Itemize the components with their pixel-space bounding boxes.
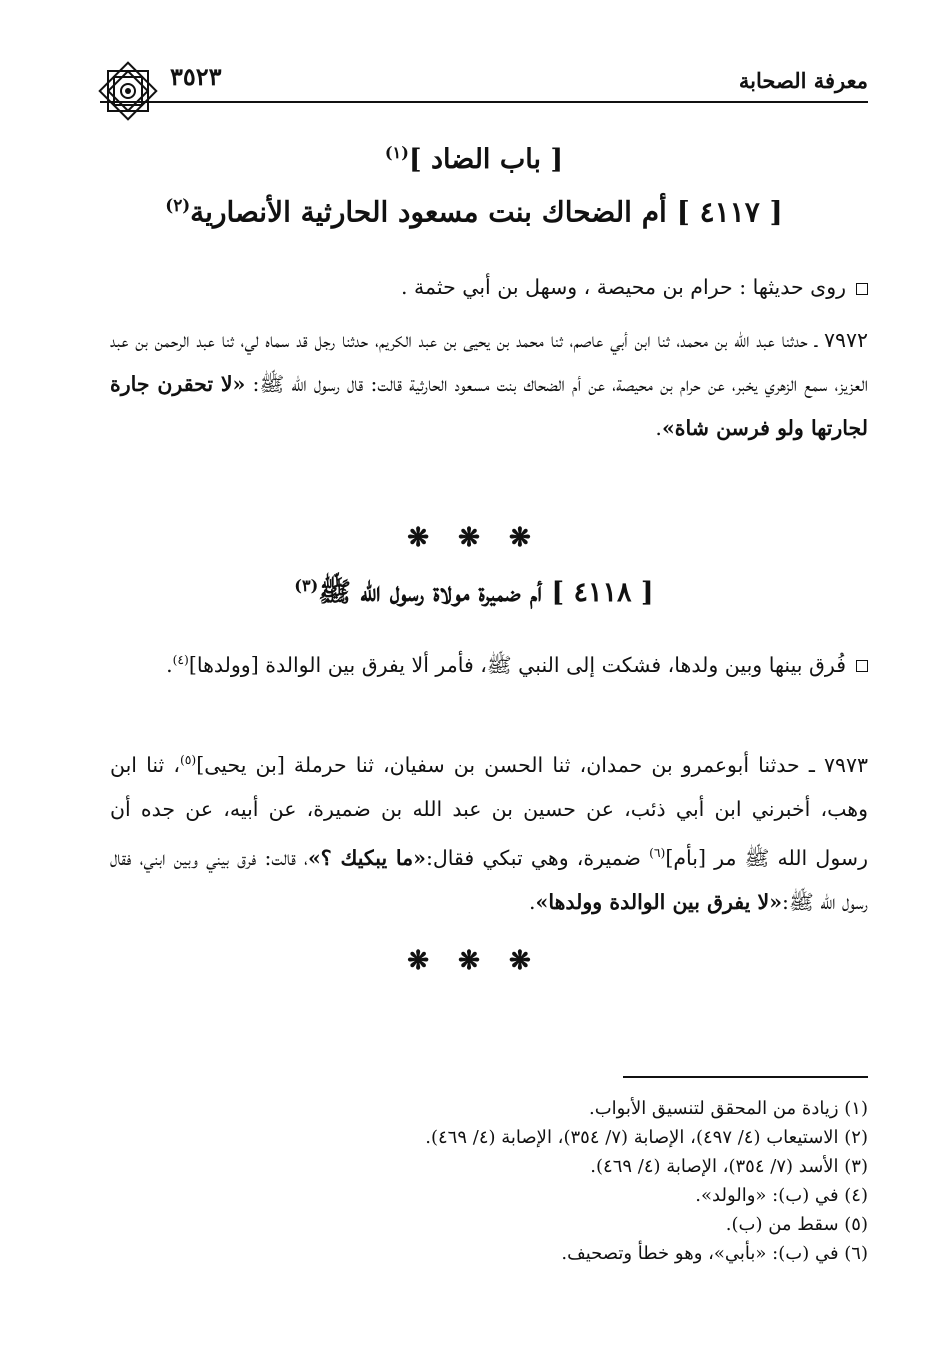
hadith-7973: ٧٩٧٣ ـ حدثنا أبوعمرو بن حمدان، ثنا الحسن بن سفيان، ثنا حرملة [بن يحيى]$^{(٥)}$، ثنا ابن وهب، أخبرني ابن أبي ذئب، عن حسين بن عبد الله بن ضميرة، عن أبيه، عن جده أن رسول الله ﷺ مر [بأم]$^{(٦)}$ ضميرة، وهي تبكي فقال:«ما يبكيك ؟»، قالت: فرق بيني وبين ابني، فقال رسول الله ﷺ:«لا يفرق بين الوالدة وولدها».: [110, 752, 868, 914]
hadith-7972: ٧٩٧٢ ـ حدثنا عبد الله بن محمد، ثنا ابن أبي عاصم، ثنا محمد بن يحيى بن عبد الكريم، حدثنا رجل قد سماه لي، ثنا عبد الرحمن بن عبد العزيز، سمع الزهري يخبر، عن حرام بن محيصة، عن أم الضحاك بنت مسعود الحارثية قالت: قال رسول الله ﷺ: «لا تحقرن جارة لجارتها ولو فرسن شاة».: [110, 328, 868, 440]
entry-4117-intro: روى حديثها : حرام بن محيصة ، وسهل بن أبي حثمة .: [110, 265, 868, 309]
section-separator: ❋ ❋ ❋: [407, 946, 541, 976]
footnotes: [110, 1094, 868, 1268]
footnote-item: (٤) في (ب): «والولد».: [695, 1185, 868, 1206]
running-header-title: معرفة الصحابة: [738, 68, 868, 93]
chapter-title: [ باب الضاد ]$^{(١)}$: [384, 143, 564, 175]
footnote-rule: [623, 1076, 868, 1078]
header-rule: [100, 101, 868, 103]
footnote-item: (٥) سقط من (ب).: [725, 1214, 868, 1235]
footnote-item: (٢) الاستيعاب (٤/ ٤٩٧)، الإصابة (٧/ ٣٥٤)، الإصابة (٤/ ٤٦٩).: [425, 1127, 868, 1148]
footnote-item: (٦) في (ب): «بأبي»، وهو خطأ وتصحيف.: [561, 1243, 868, 1264]
footnote-item: (١) زيادة من المحقق لتنسيق الأبواب.: [588, 1098, 868, 1119]
page-number: ٣٥٢٣: [170, 62, 222, 91]
square-bullet-icon: [856, 660, 868, 672]
square-bullet-icon: [856, 283, 868, 295]
entry-4117-title: [ ٤١١٧ ] أم الضحاك بنت مسعود الحارثية الأنصارية$^{(٢)}$: [165, 195, 783, 229]
section-separator: ❋ ❋ ❋: [407, 523, 541, 553]
star-ornament-icon: [92, 55, 164, 127]
entry-4118-intro: فُرق بينها وبين ولدها، فشكت إلى النبي ﷺ، فأمر ألا يفرق بين الوالدة [وولدها]$^{(٤)}$.: [110, 638, 868, 687]
footnote-item: (٣) الأسد (٧/ ٣٥٤)، الإصابة (٤/ ٤٦٩).: [590, 1156, 868, 1177]
entry-4118-title: [ ٤١١٨ ] أم ضميرة مولاة رسول الله ﷺ$^{(٣)}$: [294, 576, 654, 608]
